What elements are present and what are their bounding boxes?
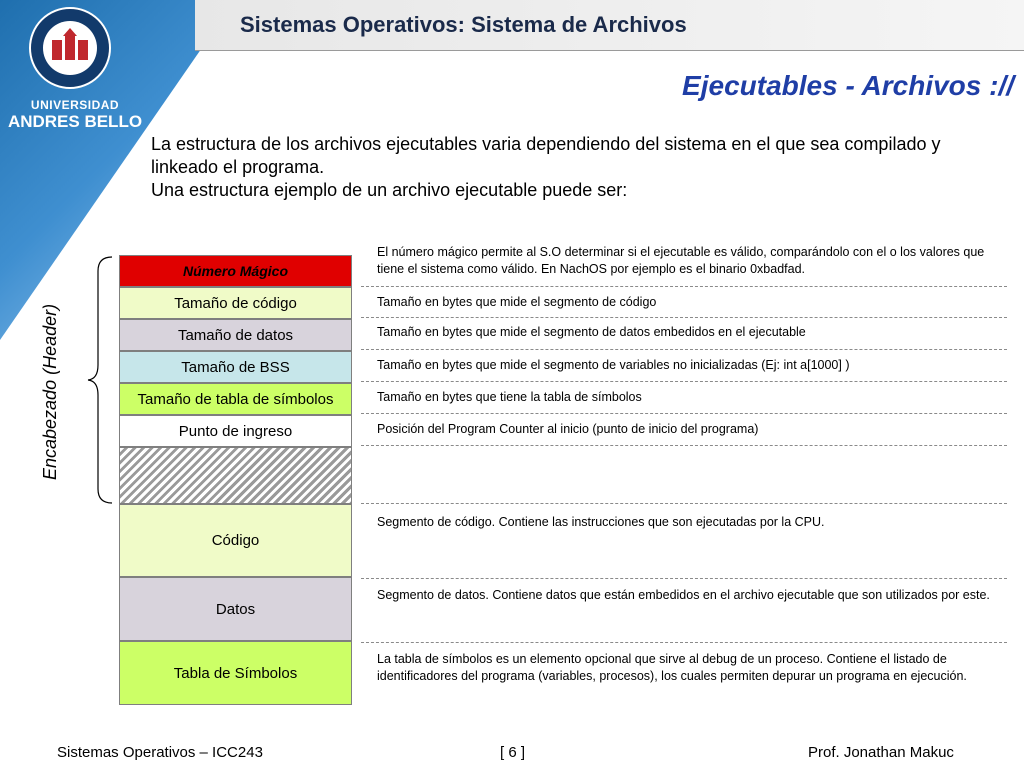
block-data-segment: Datos	[119, 577, 352, 641]
university-name-line1: UNIVERSIDAD	[30, 98, 120, 112]
desc-data-size: Tamaño en bytes que mide el segmento de datos embedidos en el ejecutable	[377, 325, 806, 339]
intro-paragraph: La estructura de los archivos ejecutables varia dependiendo del sistema en el que sea compilado y linkeado el programa.	[151, 134, 941, 177]
separator-line	[361, 503, 1007, 504]
separator-line	[361, 317, 1007, 318]
slide-title: Sistemas Operativos: Sistema de Archivos	[240, 12, 687, 37]
separator-line	[361, 578, 1007, 579]
footer-author: Prof. Jonathan Makuc	[808, 744, 954, 761]
block-symbol-table: Tabla de Símbolos	[119, 641, 352, 705]
block-bss-size: Tamaño de BSS	[119, 351, 352, 383]
header-label: Encabezado (Header)	[40, 303, 60, 480]
block-padding-hatched	[119, 447, 352, 504]
block-data-size: Tamaño de datos	[119, 319, 352, 351]
separator-line	[361, 445, 1007, 446]
footer-course: Sistemas Operativos – ICC243	[57, 744, 263, 761]
desc-magic-number: El número mágico permite al S.O determinar si el ejecutable es válido, comparándolo con el o los valores que tiene el sistema como válido. En NachOS por ejemplo es el binario 0xbadfad.	[377, 245, 985, 276]
footer-page-number: [ 6 ]	[500, 744, 526, 761]
desc-data-segment: Segmento de datos. Contiene datos que están embedidos en el archivo ejecutable que son utilizados por este.	[377, 588, 990, 602]
university-logo	[28, 6, 112, 90]
desc-bss-size: Tamaño en bytes que mide el segmento de variables no inicializadas (Ej: int a[1000] )	[377, 358, 850, 372]
desc-entry-point: Posición del Program Counter al inicio (punto de inicio del programa)	[377, 422, 759, 436]
separator-line	[361, 413, 1007, 414]
section-subtitle: Ejecutables - Archivos ://	[682, 70, 1014, 101]
block-code-segment: Código	[119, 504, 352, 577]
desc-symtab-size: Tamaño en bytes que tiene la tabla de símbolos	[377, 390, 642, 404]
header-brace	[86, 255, 116, 505]
desc-code-segment: Segmento de código. Contiene las instrucciones que son ejecutadas por la CPU.	[377, 515, 825, 529]
block-symtab-size: Tamaño de tabla de símbolos	[119, 383, 352, 415]
desc-symbol-table: La tabla de símbolos es un elemento opcional que sirve al debug de un proceso. Contiene el listado de identificadores del programa (variables, procesos), los cuales permiten depurar un programa en ejecución.	[377, 652, 967, 683]
block-entry-point: Punto de ingreso	[119, 415, 352, 447]
separator-line	[361, 286, 1007, 287]
university-name-line2: ANDRES BELLO	[7, 112, 143, 131]
desc-code-size: Tamaño en bytes que mide el segmento de código	[377, 295, 657, 309]
separator-line	[361, 381, 1007, 382]
intro-text	[151, 133, 951, 202]
separator-line	[361, 642, 1007, 643]
block-magic-number: Número Mágico	[119, 255, 352, 287]
intro-paragraph: Una estructura ejemplo de un archivo ejecutable puede ser:	[151, 180, 628, 200]
block-code-size: Tamaño de código	[119, 287, 352, 319]
separator-line	[361, 349, 1007, 350]
